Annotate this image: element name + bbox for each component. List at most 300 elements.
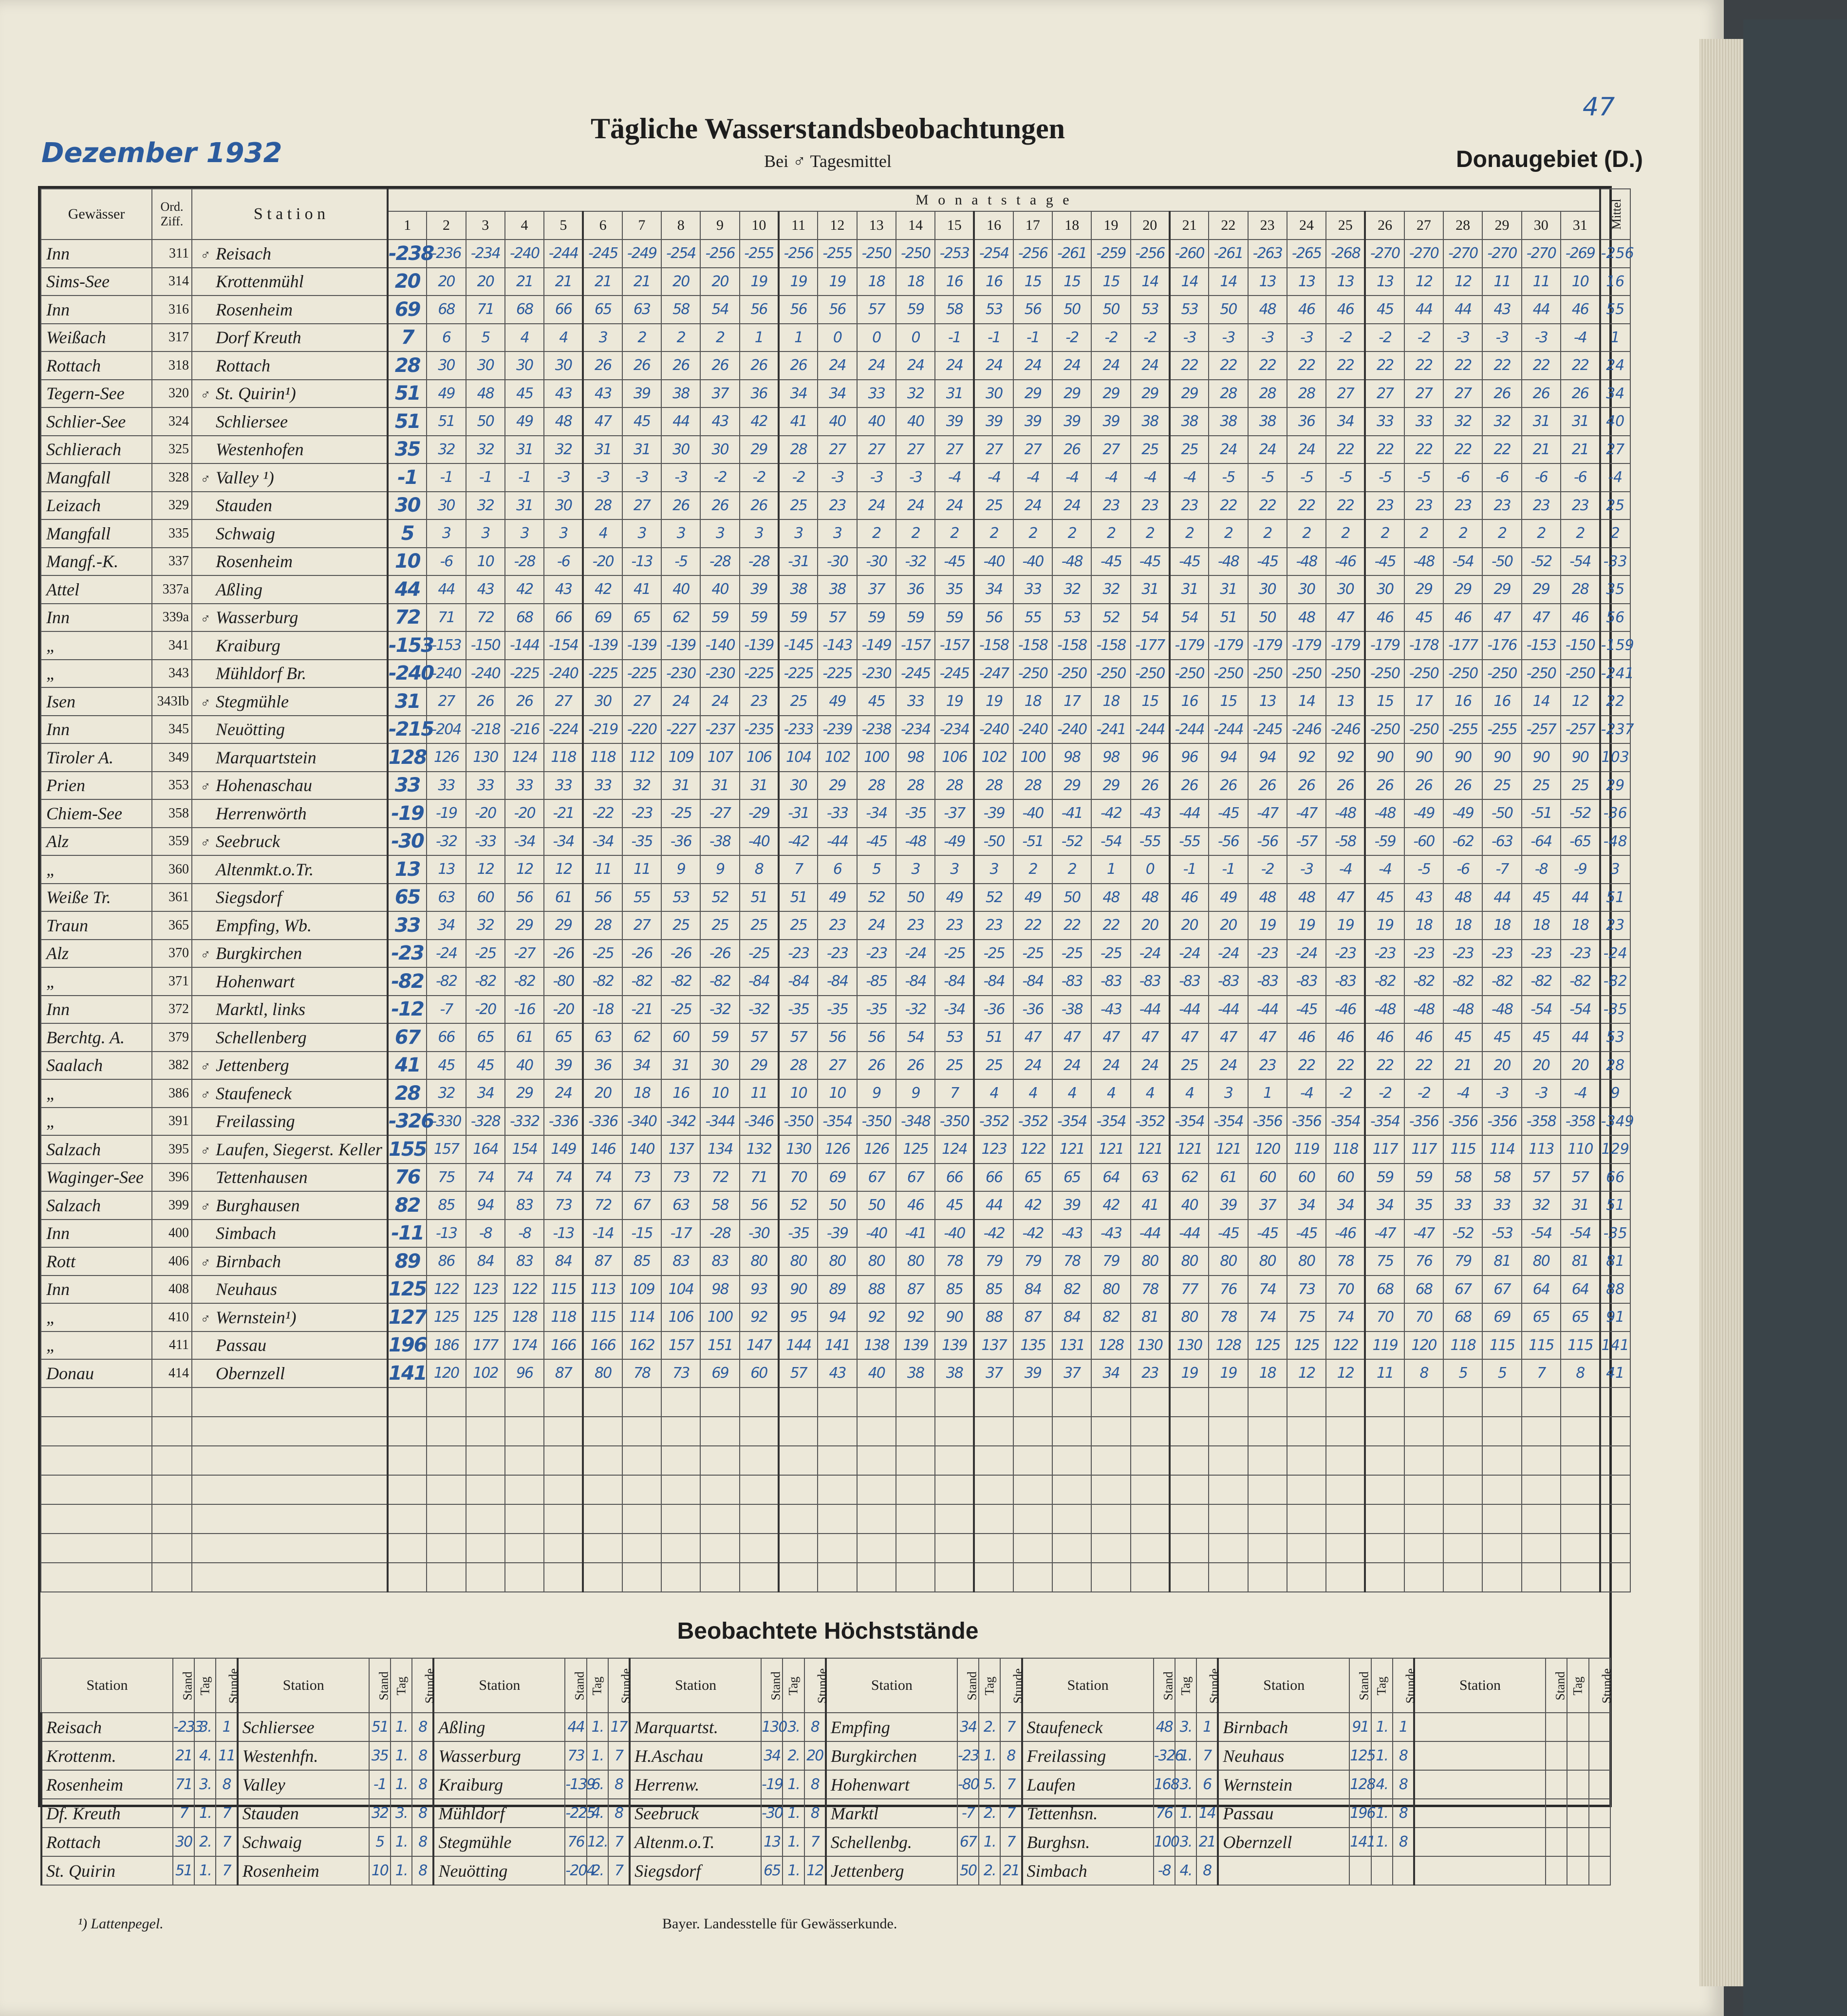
vertical-header-label: Stand (1161, 1671, 1175, 1701)
daily-value: -179 (1248, 631, 1287, 660)
daily-value: 89 (818, 1276, 857, 1304)
daily-value: 78 (622, 1359, 661, 1387)
daily-value: 28 (388, 351, 427, 380)
daily-value: 5 (857, 855, 896, 884)
empty-cell (1170, 1446, 1209, 1475)
day-header: 9 (700, 211, 739, 240)
daily-value: -225 (779, 660, 818, 688)
daily-value: 59 (935, 604, 974, 632)
river-name: Leizach (41, 492, 152, 520)
daily-value: 82 (1091, 1303, 1130, 1332)
daily-value: 26 (661, 492, 700, 520)
daily-value: -45 (1131, 548, 1170, 576)
daily-value: -54 (1561, 548, 1600, 576)
daily-value: -4 (1091, 463, 1130, 492)
hoechst-station (1414, 1770, 1546, 1799)
table-row (41, 351, 1630, 380)
hoechst-tag (1567, 1828, 1588, 1856)
daily-value: -35 (818, 996, 857, 1024)
daily-value: 68 (1365, 1276, 1404, 1304)
empty-cell (192, 1563, 388, 1592)
daily-value: -250 (1561, 660, 1600, 688)
river-name: Inn (41, 1220, 152, 1248)
daily-value: 19 (935, 687, 974, 716)
hoechst-station: Marquartst. (630, 1713, 761, 1741)
daily-value: 31 (740, 772, 779, 800)
daily-value: 22 (1013, 911, 1052, 940)
daily-value: -48 (1404, 548, 1443, 576)
empty-cell (857, 1563, 896, 1592)
ord-number: 361 (152, 884, 192, 912)
day-header: 20 (1131, 211, 1170, 240)
monthly-mean: 16 (1600, 268, 1630, 296)
daily-value: 77 (1170, 1276, 1209, 1304)
daily-value: 41 (1131, 1191, 1170, 1220)
river-name: „ (41, 967, 152, 996)
daily-value: -336 (583, 1108, 622, 1136)
daily-value: 24 (1013, 351, 1052, 380)
daily-value: 5 (1443, 1359, 1482, 1387)
daily-value: -250 (1209, 660, 1248, 688)
ord-number: 360 (152, 855, 192, 884)
daily-value: 90 (1522, 743, 1561, 772)
empty-cell (622, 1417, 661, 1446)
day-header: 28 (1443, 211, 1482, 240)
daily-value: 71 (740, 1164, 779, 1192)
table-row (41, 660, 1630, 688)
monthly-mean: -36 (1600, 799, 1630, 828)
hoechst-tag: 4. (1371, 1770, 1393, 1799)
daily-value: -158 (974, 631, 1013, 660)
table-row (41, 575, 1630, 604)
peak-levels-table (40, 1658, 1614, 1886)
daily-value: -3 (1482, 324, 1521, 352)
hoechst-stand: 32 (369, 1799, 391, 1828)
daily-value: 59 (896, 296, 935, 324)
daily-value: -153 (1522, 631, 1561, 660)
empty-cell (544, 1387, 583, 1417)
daily-value: 8 (1561, 1359, 1600, 1387)
day-header: 26 (1365, 211, 1404, 240)
daily-value: 34 (779, 380, 818, 408)
daily-value: 30 (544, 351, 583, 380)
daily-value: 20 (583, 1079, 622, 1108)
daily-value: -83 (1287, 967, 1326, 996)
daily-value: 44 (1404, 296, 1443, 324)
daily-value: 24 (1287, 436, 1326, 464)
daily-value: 90 (1365, 743, 1404, 772)
empty-cell (1287, 1387, 1326, 1417)
daily-value: 3 (1209, 1079, 1248, 1108)
daily-value: 44 (661, 407, 700, 436)
daily-value: 39 (974, 407, 1013, 436)
daily-value: 41 (622, 575, 661, 604)
daily-value: 2 (1287, 519, 1326, 548)
daily-value: 63 (622, 296, 661, 324)
empty-cell (1522, 1563, 1561, 1592)
daily-value: 4 (1091, 1079, 1130, 1108)
daily-value: -6 (1561, 463, 1600, 492)
daily-value: -29 (740, 799, 779, 828)
daily-value: -244 (1170, 716, 1209, 744)
station-name (192, 1303, 388, 1332)
daily-value: 55 (1013, 604, 1052, 632)
hoechst-tag (1567, 1856, 1588, 1885)
daily-value: 31 (1131, 575, 1170, 604)
daily-value: -4 (1052, 463, 1091, 492)
daily-value: -257 (1522, 716, 1561, 744)
daily-value: 18 (1404, 911, 1443, 940)
river-name: Traun (41, 911, 152, 940)
river-name: „ (41, 855, 152, 884)
hoechst-stunde-header (1589, 1658, 1614, 1713)
hoechst-station-header: Station (433, 1658, 565, 1713)
daily-value: 15 (1091, 268, 1130, 296)
daily-value: -25 (974, 940, 1013, 968)
daily-value: 15 (1013, 268, 1052, 296)
daily-value: -26 (544, 940, 583, 968)
daily-value: -54 (1561, 1220, 1600, 1248)
empty-cell (152, 1417, 192, 1446)
daily-value: -44 (1248, 996, 1287, 1024)
hoechst-stunde: 17 (608, 1713, 630, 1741)
daily-value: 60 (1326, 1164, 1365, 1192)
table-row (41, 436, 1630, 464)
daily-value: 26 (1404, 772, 1443, 800)
daily-value: 60 (1287, 1164, 1326, 1192)
ord-number: 399 (152, 1191, 192, 1220)
daily-value: 56 (779, 296, 818, 324)
daily-value: 4 (1131, 1079, 1170, 1108)
daily-value: 1 (740, 324, 779, 352)
daily-value: -34 (857, 799, 896, 828)
daily-value: 29 (818, 772, 857, 800)
daily-value: 48 (1131, 884, 1170, 912)
daily-value: 78 (1052, 1247, 1091, 1276)
daily-value: -20 (505, 799, 544, 828)
empty-cell (583, 1446, 622, 1475)
hoechst-stunde: 7 (216, 1799, 237, 1828)
hoechst-stand-header (761, 1658, 783, 1713)
monthly-mean: 27 (1600, 436, 1630, 464)
daily-value: 39 (1013, 1359, 1052, 1387)
daily-value: -40 (740, 828, 779, 856)
daily-value: 48 (1287, 604, 1326, 632)
empty-cell (1600, 1446, 1630, 1475)
daily-value: 25 (661, 911, 700, 940)
empty-cell (1091, 1446, 1130, 1475)
vertical-header-label: Stunde (226, 1668, 241, 1704)
daily-value: -12 (388, 996, 427, 1024)
daily-value: -236 (427, 240, 466, 268)
daily-value: -44 (1131, 1220, 1170, 1248)
hoechst-stunde: 8 (1393, 1799, 1414, 1828)
daily-value: -44 (1170, 996, 1209, 1024)
daily-value: 50 (1052, 884, 1091, 912)
empty-cell (661, 1417, 700, 1446)
daily-value: 32 (896, 380, 935, 408)
daily-value: -45 (1287, 996, 1326, 1024)
daily-value: 70 (1365, 1303, 1404, 1332)
daily-value: 85 (935, 1276, 974, 1304)
daily-value: 34 (818, 380, 857, 408)
daily-value: 52 (779, 1191, 818, 1220)
station-label: Passau (216, 1335, 267, 1355)
station-symbol: ♂ (200, 835, 211, 851)
monthly-mean: 1 (1600, 324, 1630, 352)
daily-value: 25 (1131, 436, 1170, 464)
daily-value: 11 (1365, 1359, 1404, 1387)
daily-value: 196 (388, 1332, 427, 1360)
hoechst-tag: 1. (1175, 1799, 1196, 1828)
empty-cell (857, 1387, 896, 1417)
daily-value: 72 (700, 1164, 739, 1192)
daily-value: 23 (1131, 492, 1170, 520)
monthly-mean: -4 (1600, 463, 1630, 492)
daily-value: -2 (1404, 1079, 1443, 1108)
daily-value: -356 (1404, 1108, 1443, 1136)
hoechst-stunde: 7 (1196, 1741, 1218, 1770)
daily-value: -84 (935, 967, 974, 996)
daily-value: -48 (1365, 799, 1404, 828)
daily-value: 45 (505, 380, 544, 408)
daily-value: -216 (505, 716, 544, 744)
daily-value: 58 (1482, 1164, 1521, 1192)
daily-value: 24 (1091, 1052, 1130, 1080)
day-header: 27 (1404, 211, 1443, 240)
daily-value: -48 (1443, 996, 1482, 1024)
table-row (41, 967, 1630, 996)
daily-value: -7 (1482, 855, 1521, 884)
daily-value: 51 (388, 407, 427, 436)
station-symbol: ♂ (200, 947, 211, 963)
daily-value: -49 (1443, 799, 1482, 828)
day-header: 6 (583, 211, 622, 240)
daily-value: -45 (857, 828, 896, 856)
daily-value: -150 (466, 631, 505, 660)
monthly-mean: 141 (1600, 1332, 1630, 1360)
empty-cell (427, 1504, 466, 1534)
hoechst-stand (1546, 1799, 1567, 1828)
daily-value: -23 (1326, 940, 1365, 968)
daily-value: -82 (388, 967, 427, 996)
hoechst-tag-header (391, 1658, 412, 1713)
empty-cell (1404, 1475, 1443, 1504)
daily-value: -20 (466, 799, 505, 828)
daily-value: 87 (896, 1276, 935, 1304)
daily-value: -35 (896, 799, 935, 828)
daily-value: 56 (818, 1023, 857, 1052)
station-label: Simbach (216, 1223, 276, 1243)
daily-value: -25 (583, 940, 622, 968)
daily-value: 120 (1404, 1332, 1443, 1360)
daily-value: 26 (583, 351, 622, 380)
daily-value: -145 (779, 631, 818, 660)
daily-value: -34 (544, 828, 583, 856)
daily-value: 2 (974, 519, 1013, 548)
daily-value: 18 (1091, 687, 1130, 716)
daily-value: 38 (818, 575, 857, 604)
daily-value: 58 (935, 296, 974, 324)
daily-value: 24 (661, 687, 700, 716)
daily-value: 39 (740, 575, 779, 604)
empty-cell (974, 1446, 1013, 1475)
station-label: Rosenheim (216, 552, 293, 572)
daily-value: -82 (661, 967, 700, 996)
daily-value: 26 (857, 1052, 896, 1080)
daily-value: 90 (1404, 743, 1443, 772)
daily-value: 59 (857, 604, 896, 632)
empty-cell (857, 1475, 896, 1504)
daily-value: -11 (388, 1220, 427, 1248)
daily-value: -13 (427, 1220, 466, 1248)
daily-value: 19 (1248, 911, 1287, 940)
hoechst-station: Rottach (41, 1828, 173, 1856)
empty-cell (857, 1534, 896, 1563)
daily-value: 80 (857, 1247, 896, 1276)
empty-cell (505, 1475, 544, 1504)
daily-value: 2 (1131, 519, 1170, 548)
hoechst-station: Altenm.o.T. (630, 1828, 761, 1856)
daily-value: 65 (622, 604, 661, 632)
daily-value: -6 (1443, 463, 1482, 492)
hoechst-tag: 1. (391, 1828, 412, 1856)
ord-number: 337a (152, 575, 192, 604)
daily-value: 33 (857, 380, 896, 408)
daily-value: -244 (1131, 716, 1170, 744)
daily-value: 3 (466, 519, 505, 548)
daily-value: -36 (1013, 996, 1052, 1024)
daily-value: 21 (622, 268, 661, 296)
daily-value: -16 (505, 996, 544, 1024)
daily-value: 122 (1326, 1332, 1365, 1360)
daily-value: 63 (583, 1023, 622, 1052)
daily-value: -8 (466, 1220, 505, 1248)
daily-value: -82 (1365, 967, 1404, 996)
daily-value: 118 (1326, 1135, 1365, 1164)
empty-cell (661, 1475, 700, 1504)
daily-value: -25 (466, 940, 505, 968)
river-name: Inn (41, 716, 152, 744)
daily-value: -1 (427, 463, 466, 492)
empty-cell (1248, 1446, 1287, 1475)
daily-value: -27 (700, 799, 739, 828)
hoechst-tag: 4. (587, 1799, 608, 1828)
empty-cell (1131, 1446, 1170, 1475)
daily-value: -256 (700, 240, 739, 268)
daily-value: 2 (661, 324, 700, 352)
empty-cell (152, 1563, 192, 1592)
hoechst-tag: 2. (783, 1741, 804, 1770)
daily-value: 3 (427, 519, 466, 548)
daily-value: 44 (1443, 296, 1482, 324)
monthly-mean: -349 (1600, 1108, 1630, 1136)
daily-value: 15 (1365, 687, 1404, 716)
daily-value: 106 (661, 1303, 700, 1332)
daily-value: 47 (1209, 1023, 1248, 1052)
daily-value: -19 (427, 799, 466, 828)
hoechst-station: Burgkirchen (826, 1741, 957, 1770)
daily-value: 28 (1248, 380, 1287, 408)
empty-cell (583, 1504, 622, 1534)
hoechst-station: Rosenheim (238, 1856, 369, 1885)
empty-cell (1209, 1504, 1248, 1534)
daily-value: 20 (1131, 911, 1170, 940)
daily-value: 39 (1013, 407, 1052, 436)
river-name: Attel (41, 575, 152, 604)
daily-value: -82 (700, 967, 739, 996)
daily-value: -57 (1287, 828, 1326, 856)
daily-value: 21 (1522, 436, 1561, 464)
daily-value: -23 (1365, 940, 1404, 968)
empty-cell (1326, 1446, 1365, 1475)
empty-cell (1522, 1387, 1561, 1417)
daily-value: 96 (1131, 743, 1170, 772)
daily-value: -44 (1170, 1220, 1209, 1248)
daily-value: 24 (896, 351, 935, 380)
daily-value: 80 (896, 1247, 935, 1276)
daily-value: 125 (466, 1303, 505, 1332)
daily-value: -5 (1404, 855, 1443, 884)
hoechst-stunde-header (608, 1658, 634, 1713)
daily-value: 16 (1482, 687, 1521, 716)
daily-value: 83 (505, 1247, 544, 1276)
hoechst-stand: -139 (565, 1770, 586, 1799)
hoechst-stand-header (1154, 1658, 1175, 1713)
daily-value: -250 (1170, 660, 1209, 688)
hoechst-station: Tettenhsn. (1022, 1799, 1154, 1828)
hoechst-stunde: 8 (1393, 1741, 1414, 1770)
daily-value: -254 (661, 240, 700, 268)
daily-value: 63 (1131, 1164, 1170, 1192)
daily-value: -84 (974, 967, 1013, 996)
hoechst-station: Burghsn. (1022, 1828, 1154, 1856)
daily-value: -354 (1209, 1108, 1248, 1136)
vertical-header-label: Stand (180, 1671, 195, 1701)
daily-value: -250 (1131, 660, 1170, 688)
hoechst-tag: 1. (194, 1856, 216, 1885)
ord-number: 343Ib (152, 687, 192, 716)
daily-value: 24 (1131, 1052, 1170, 1080)
day-header: 11 (779, 211, 818, 240)
hoechst-stunde: 1 (216, 1713, 237, 1741)
day-header: 25 (1326, 211, 1365, 240)
daily-value: -240 (974, 716, 1013, 744)
table-row (41, 492, 1630, 520)
daily-value: -47 (1287, 799, 1326, 828)
daily-value: 10 (1561, 268, 1600, 296)
daily-value: 73 (1287, 1276, 1326, 1304)
daily-value: -225 (505, 660, 544, 688)
station-name (192, 1247, 388, 1276)
daily-value: -45 (1248, 548, 1287, 576)
table-row (41, 1135, 1630, 1164)
daily-value: 24 (974, 351, 1013, 380)
daily-value: 35 (1404, 1191, 1443, 1220)
daily-value: 67 (1443, 1276, 1482, 1304)
hoechst-stand: -30 (761, 1799, 783, 1828)
daily-value: 98 (1052, 743, 1091, 772)
hoechst-stunde (1589, 1770, 1610, 1799)
daily-value: 28 (935, 772, 974, 800)
hoechst-stunde: 1 (1196, 1713, 1218, 1741)
daily-value: 85 (622, 1247, 661, 1276)
daily-value: 69 (818, 1164, 857, 1192)
daily-value: -158 (1091, 631, 1130, 660)
daily-value: 46 (1326, 296, 1365, 324)
daily-value: -5 (1287, 463, 1326, 492)
daily-value: 20 (1482, 1052, 1521, 1080)
